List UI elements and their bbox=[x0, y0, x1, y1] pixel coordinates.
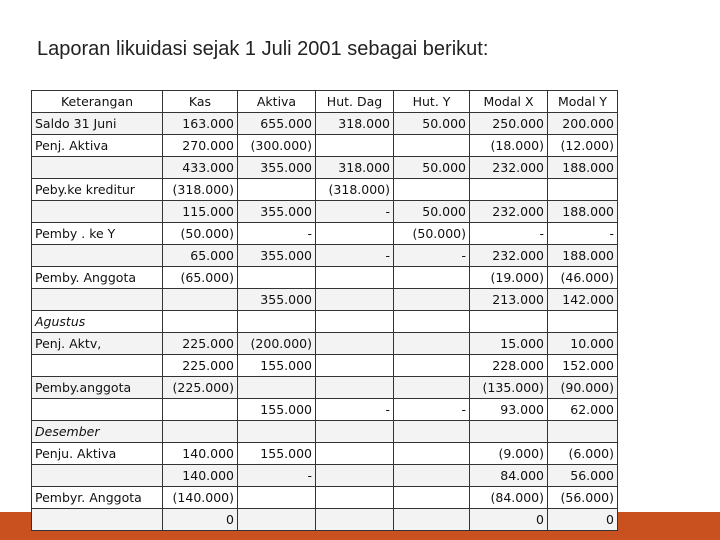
value-cell: (225.000) bbox=[163, 377, 238, 399]
value-cell: 225.000 bbox=[163, 355, 238, 377]
value-cell: 62.000 bbox=[548, 399, 618, 421]
value-cell bbox=[394, 311, 470, 333]
row-label-cell: Penj. Aktiva bbox=[32, 135, 163, 157]
value-cell bbox=[316, 465, 394, 487]
value-cell bbox=[316, 267, 394, 289]
table-row bbox=[32, 443, 618, 465]
value-cell: (19.000) bbox=[470, 267, 548, 289]
value-cell bbox=[163, 399, 238, 421]
row-label-cell bbox=[32, 355, 163, 377]
row-label-cell: Agustus bbox=[32, 311, 163, 333]
value-cell bbox=[238, 487, 316, 509]
value-cell: 50.000 bbox=[394, 113, 470, 135]
value-cell: 188.000 bbox=[548, 157, 618, 179]
value-cell bbox=[394, 333, 470, 355]
value-cell: (140.000) bbox=[163, 487, 238, 509]
value-cell: 355.000 bbox=[238, 201, 316, 223]
value-cell bbox=[470, 421, 548, 443]
value-cell bbox=[316, 377, 394, 399]
value-cell: 355.000 bbox=[238, 157, 316, 179]
value-cell: (318.000) bbox=[316, 179, 394, 201]
value-cell: 140.000 bbox=[163, 443, 238, 465]
value-cell bbox=[394, 487, 470, 509]
value-cell bbox=[238, 311, 316, 333]
value-cell: 270.000 bbox=[163, 135, 238, 157]
row-label-cell bbox=[32, 289, 163, 311]
row-label-cell bbox=[32, 509, 163, 531]
row-label-cell: Desember bbox=[32, 421, 163, 443]
header-cell: Keterangan bbox=[32, 91, 163, 113]
value-cell: 318.000 bbox=[316, 113, 394, 135]
table-row bbox=[32, 421, 618, 443]
row-label-cell: Peby.ke kreditur bbox=[32, 179, 163, 201]
value-cell bbox=[238, 377, 316, 399]
value-cell bbox=[394, 443, 470, 465]
value-cell: 93.000 bbox=[470, 399, 548, 421]
value-cell bbox=[238, 509, 316, 531]
value-cell: (50.000) bbox=[394, 223, 470, 245]
value-cell: (300.000) bbox=[238, 135, 316, 157]
value-cell: - bbox=[316, 399, 394, 421]
value-cell: 155.000 bbox=[238, 399, 316, 421]
table-row bbox=[32, 157, 618, 179]
value-cell: 318.000 bbox=[316, 157, 394, 179]
value-cell bbox=[163, 289, 238, 311]
value-cell: 115.000 bbox=[163, 201, 238, 223]
value-cell: - bbox=[238, 465, 316, 487]
value-cell bbox=[394, 421, 470, 443]
value-cell: - bbox=[316, 245, 394, 267]
value-cell bbox=[316, 289, 394, 311]
value-cell: (12.000) bbox=[548, 135, 618, 157]
value-cell bbox=[316, 487, 394, 509]
value-cell: 0 bbox=[548, 509, 618, 531]
value-cell: 140.000 bbox=[163, 465, 238, 487]
value-cell: 232.000 bbox=[470, 201, 548, 223]
value-cell bbox=[394, 267, 470, 289]
value-cell: 225.000 bbox=[163, 333, 238, 355]
table-row bbox=[32, 399, 618, 421]
value-cell bbox=[238, 421, 316, 443]
value-cell: 0 bbox=[163, 509, 238, 531]
value-cell: (90.000) bbox=[548, 377, 618, 399]
value-cell: (46.000) bbox=[548, 267, 618, 289]
row-label-cell bbox=[32, 157, 163, 179]
value-cell bbox=[316, 509, 394, 531]
value-cell bbox=[238, 267, 316, 289]
value-cell bbox=[316, 223, 394, 245]
value-cell: (65.000) bbox=[163, 267, 238, 289]
value-cell: (50.000) bbox=[163, 223, 238, 245]
value-cell bbox=[394, 289, 470, 311]
table-row bbox=[32, 201, 618, 223]
value-cell: 228.000 bbox=[470, 355, 548, 377]
value-cell: - bbox=[238, 223, 316, 245]
value-cell bbox=[548, 179, 618, 201]
table-row bbox=[32, 333, 618, 355]
row-label-cell: Saldo 31 Juni bbox=[32, 113, 163, 135]
table-row bbox=[32, 289, 618, 311]
value-cell: 355.000 bbox=[238, 289, 316, 311]
row-label-cell: Penju. Aktiva bbox=[32, 443, 163, 465]
value-cell: 15.000 bbox=[470, 333, 548, 355]
value-cell: (318.000) bbox=[163, 179, 238, 201]
value-cell: (84.000) bbox=[470, 487, 548, 509]
table-row bbox=[32, 377, 618, 399]
value-cell: 200.000 bbox=[548, 113, 618, 135]
table-row bbox=[32, 135, 618, 157]
header-cell: Hut. Y bbox=[394, 91, 470, 113]
value-cell: (56.000) bbox=[548, 487, 618, 509]
liquidation-table bbox=[31, 90, 618, 531]
value-cell bbox=[470, 179, 548, 201]
value-cell: - bbox=[316, 201, 394, 223]
row-label-cell: Pemby . ke Y bbox=[32, 223, 163, 245]
table-row bbox=[32, 311, 618, 333]
table-row bbox=[32, 355, 618, 377]
value-cell: - bbox=[470, 223, 548, 245]
value-cell: 433.000 bbox=[163, 157, 238, 179]
row-label-cell: Penj. Aktv, bbox=[32, 333, 163, 355]
value-cell: 0 bbox=[470, 509, 548, 531]
value-cell: 188.000 bbox=[548, 201, 618, 223]
value-cell: 56.000 bbox=[548, 465, 618, 487]
value-cell: 163.000 bbox=[163, 113, 238, 135]
header-cell: Hut. Dag bbox=[316, 91, 394, 113]
value-cell: 142.000 bbox=[548, 289, 618, 311]
header-cell: Kas bbox=[163, 91, 238, 113]
value-cell: 213.000 bbox=[470, 289, 548, 311]
value-cell: 65.000 bbox=[163, 245, 238, 267]
value-cell bbox=[238, 179, 316, 201]
table-row bbox=[32, 179, 618, 201]
value-cell bbox=[316, 421, 394, 443]
value-cell bbox=[548, 421, 618, 443]
table-row bbox=[32, 245, 618, 267]
value-cell: 250.000 bbox=[470, 113, 548, 135]
value-cell bbox=[316, 135, 394, 157]
row-label-cell: Pembyr. Anggota bbox=[32, 487, 163, 509]
value-cell: 232.000 bbox=[470, 157, 548, 179]
value-cell: 50.000 bbox=[394, 157, 470, 179]
value-cell: 355.000 bbox=[238, 245, 316, 267]
value-cell bbox=[548, 311, 618, 333]
row-label-cell: Pemby. Anggota bbox=[32, 267, 163, 289]
value-cell bbox=[316, 333, 394, 355]
value-cell: (6.000) bbox=[548, 443, 618, 465]
table-row bbox=[32, 267, 618, 289]
row-label-cell bbox=[32, 201, 163, 223]
page-title: Laporan likuidasi sejak 1 Juli 2001 sebagai berikut: bbox=[37, 38, 489, 60]
value-cell bbox=[394, 179, 470, 201]
value-cell bbox=[394, 135, 470, 157]
value-cell: (200.000) bbox=[238, 333, 316, 355]
value-cell: (9.000) bbox=[470, 443, 548, 465]
value-cell: 655.000 bbox=[238, 113, 316, 135]
value-cell: 84.000 bbox=[470, 465, 548, 487]
header-cell: Modal X bbox=[470, 91, 548, 113]
row-label-cell: Pemby.anggota bbox=[32, 377, 163, 399]
value-cell: 155.000 bbox=[238, 355, 316, 377]
value-cell bbox=[394, 465, 470, 487]
table-row bbox=[32, 509, 618, 531]
header-cell: Modal Y bbox=[548, 91, 618, 113]
value-cell: 50.000 bbox=[394, 201, 470, 223]
value-cell bbox=[316, 355, 394, 377]
value-cell bbox=[470, 311, 548, 333]
value-cell bbox=[316, 443, 394, 465]
value-cell: - bbox=[394, 399, 470, 421]
value-cell bbox=[316, 311, 394, 333]
value-cell bbox=[163, 421, 238, 443]
table-body bbox=[32, 113, 618, 531]
value-cell bbox=[394, 355, 470, 377]
header-cell: Aktiva bbox=[238, 91, 316, 113]
value-cell bbox=[163, 311, 238, 333]
value-cell: (18.000) bbox=[470, 135, 548, 157]
table-row bbox=[32, 223, 618, 245]
table-row bbox=[32, 487, 618, 509]
value-cell: 155.000 bbox=[238, 443, 316, 465]
value-cell: 10.000 bbox=[548, 333, 618, 355]
table-row bbox=[32, 113, 618, 135]
row-label-cell bbox=[32, 465, 163, 487]
value-cell: 188.000 bbox=[548, 245, 618, 267]
table-row bbox=[32, 465, 618, 487]
row-label-cell bbox=[32, 245, 163, 267]
value-cell: - bbox=[548, 223, 618, 245]
value-cell: - bbox=[394, 245, 470, 267]
value-cell bbox=[394, 509, 470, 531]
header-row bbox=[32, 91, 618, 113]
value-cell: (135.000) bbox=[470, 377, 548, 399]
value-cell: 152.000 bbox=[548, 355, 618, 377]
row-label-cell bbox=[32, 399, 163, 421]
value-cell: 232.000 bbox=[470, 245, 548, 267]
value-cell bbox=[394, 377, 470, 399]
